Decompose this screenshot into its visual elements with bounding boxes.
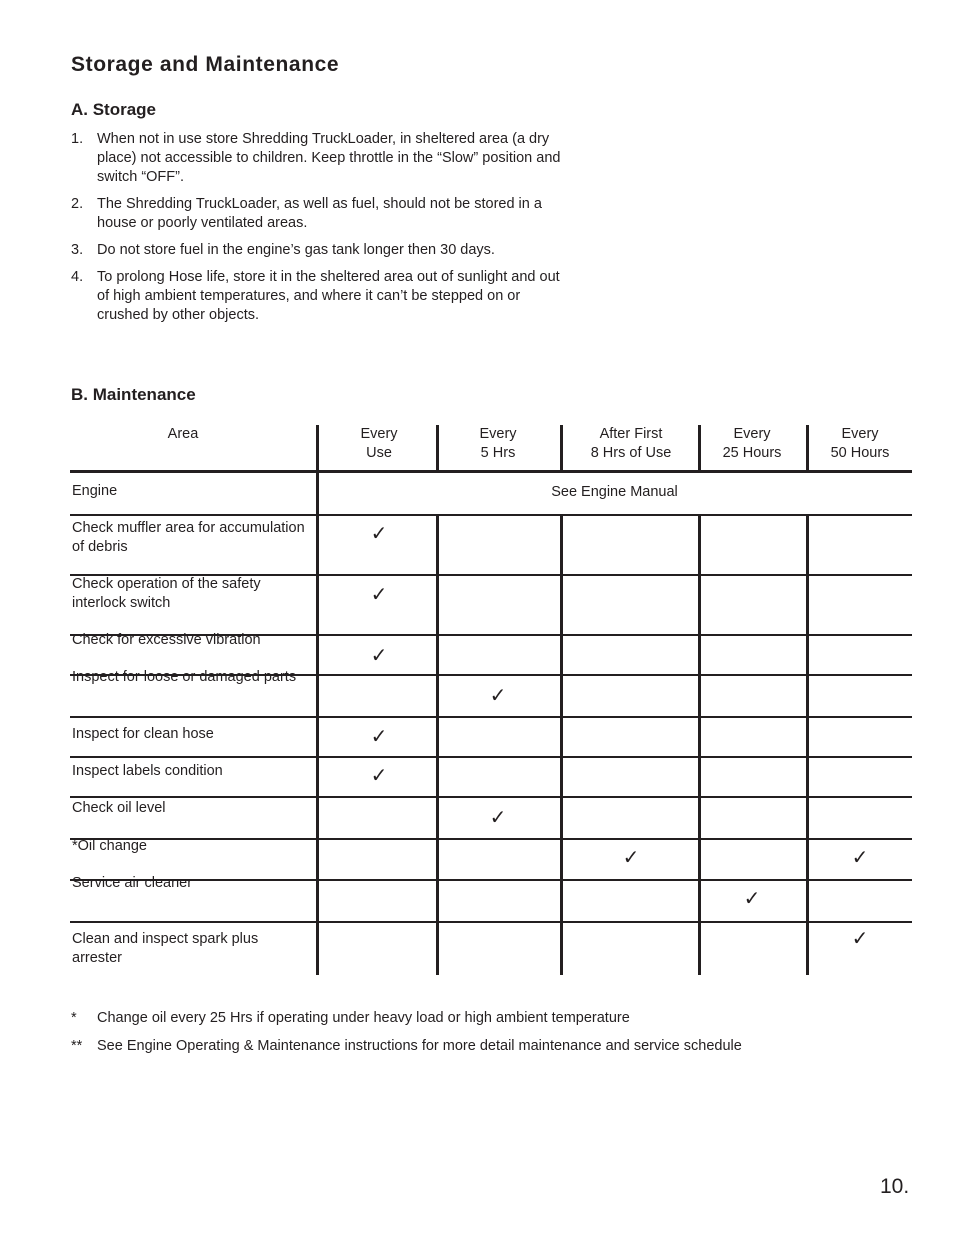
column-rule [698,425,701,470]
row-area-label: Engine [72,483,118,499]
check-mark-icon: ✓ [370,582,388,606]
row-rule [70,921,912,923]
row-area-label: Inspect for loose or damaged parts [72,669,297,685]
check-mark-icon: ✓ [851,845,869,869]
row-area-label: Check oil level [72,800,166,816]
storage-item [71,241,571,260]
check-mark-icon: ✓ [743,886,761,910]
row-area-label: Check operation of the safety interlock switch [72,576,261,611]
row-area-label: *Oil change [72,838,147,854]
row-rule [70,514,912,516]
column-header [800,425,920,463]
storage-item-text: When not in use store Shredding TruckLoader, in sheltered area (a dry place) not accessible to children. Keep throttle in the “Slow” position and switch “OFF”. [97,131,561,185]
column-header [438,425,558,463]
footnote-mark: * [71,1010,77,1026]
storage-item [71,130,571,187]
check-mark-icon: ✓ [370,763,388,787]
row-area-label: Inspect labels condition [72,763,223,779]
engine-manual-note: See Engine Manual [551,484,678,500]
column-rule [698,514,701,975]
maintenance-heading: B. Maintenance [71,385,196,404]
column-header-line: Area [167,426,199,442]
check-mark-icon: ✓ [489,805,507,829]
storage-item [71,195,571,233]
page-number: 10. [880,1175,910,1198]
column-header [123,425,243,444]
page-title: Storage and Maintenance [71,53,340,76]
column-rule [436,425,439,470]
column-header [319,425,439,463]
column-header-line: Use [366,445,392,461]
row-rule [70,716,912,718]
column-header [692,425,812,463]
storage-item-text: To prolong Hose life, store it in the sheltered area out of sunlight and out of high ambient temperatures, and where it can’t be stepped on or crushed by other objects. [97,269,560,323]
row-area-label: Clean and inspect spark plus arrester [72,931,259,966]
column-rule [806,514,809,975]
column-header-line: Every [479,426,517,442]
column-rule [560,425,563,470]
row-rule [70,796,912,798]
column-rule [436,514,439,975]
storage-item [71,268,571,325]
column-header-line: 5 Hrs [480,445,516,461]
row-area-label: Check muffler area for accumulation of debris [72,520,305,555]
row-area-label: Service air cleaner [72,875,193,891]
column-header-line: Every [360,426,398,442]
storage-heading: A. Storage [71,100,157,119]
row-rule [70,756,912,758]
column-header-line: Every [733,426,771,442]
column-header-line: 8 Hrs of Use [590,445,672,461]
check-mark-icon: ✓ [622,845,640,869]
storage-item-number: 3. [71,242,84,258]
column-header [571,425,691,463]
footnote-text: See Engine Operating & Maintenance instructions for more detail maintenance and service schedule [97,1038,742,1054]
column-rule [560,514,563,975]
column-rule [316,425,319,975]
column-rule [806,425,809,470]
column-header-line: 25 Hours [722,445,782,461]
check-mark-icon: ✓ [851,926,869,950]
storage-item-text: The Shredding TruckLoader, as well as fuel, should not be stored in a house or poorly ventilated areas. [97,196,542,231]
storage-item-text: Do not store fuel in the engine’s gas tank longer then 30 days. [97,242,495,258]
storage-item-number: 4. [71,269,84,285]
table-header-rule [70,470,912,473]
storage-item-number: 1. [71,131,84,147]
column-header-line: Every [841,426,879,442]
check-mark-icon: ✓ [370,643,388,667]
column-header-line: 50 Hours [830,445,890,461]
footnote-mark: ** [71,1038,83,1054]
check-mark-icon: ✓ [370,521,388,545]
footnote-text: Change oil every 25 Hrs if operating under heavy load or high ambient temperature [97,1010,630,1026]
row-area-label: Check for excessive vibration [72,632,261,648]
row-area-label: Inspect for clean hose [72,726,214,742]
storage-item-number: 2. [71,196,84,212]
check-mark-icon: ✓ [370,724,388,748]
column-header-line: After First [599,426,663,442]
storage-list [71,130,571,333]
check-mark-icon: ✓ [489,683,507,707]
